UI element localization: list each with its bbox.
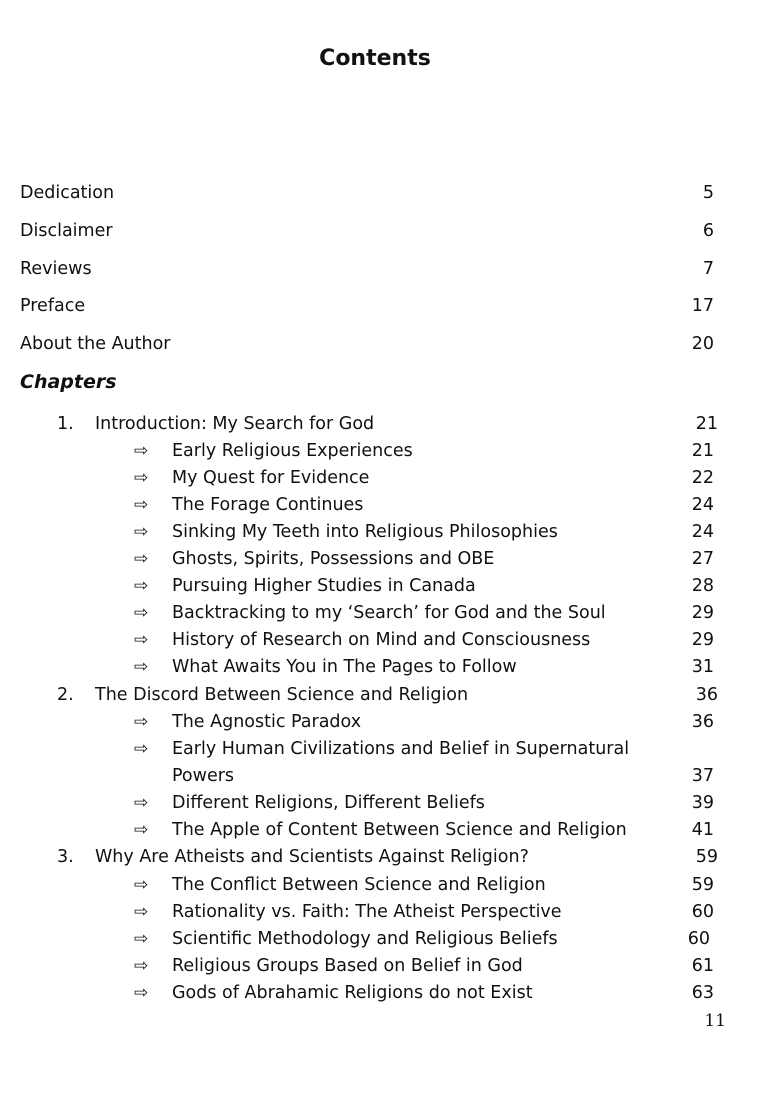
arrow-right-icon: ⇨ bbox=[134, 549, 149, 569]
entry-label: About the Author bbox=[20, 334, 171, 354]
section-title: The Apple of Content Between Science and Religion bbox=[172, 820, 627, 840]
section-title: Different Religions, Different Beliefs bbox=[172, 793, 485, 813]
arrow-right-icon: ⇨ bbox=[134, 956, 149, 976]
section-title: Early Religious Experiences bbox=[172, 441, 413, 461]
arrow-right-icon: ⇨ bbox=[134, 630, 149, 650]
arrow-right-icon: ⇨ bbox=[134, 793, 149, 813]
arrow-right-icon: ⇨ bbox=[134, 495, 149, 515]
section-title: My Quest for Evidence bbox=[172, 468, 370, 488]
chapter-title: The Discord Between Science and Religion bbox=[95, 685, 469, 705]
entry-page: 20 bbox=[691, 334, 714, 354]
arrow-right-icon: ⇨ bbox=[134, 820, 149, 840]
arrow-right-icon: ⇨ bbox=[134, 712, 149, 732]
section-page: 60 bbox=[687, 929, 710, 949]
section-page: 29 bbox=[691, 603, 714, 623]
entry-label: Reviews bbox=[20, 259, 92, 279]
entry-page: 6 bbox=[702, 221, 714, 241]
entry-page: 7 bbox=[702, 259, 714, 279]
section-page: 29 bbox=[691, 630, 714, 650]
section-page: 60 bbox=[691, 902, 714, 922]
section-page: 27 bbox=[691, 549, 714, 569]
entry-label: Preface bbox=[20, 296, 86, 316]
section-title: The Forage Continues bbox=[172, 495, 364, 515]
section-title: Early Human Civilizations and Belief in Supernatural bbox=[172, 739, 630, 759]
section-title: Scientific Methodology and Religious Beliefs bbox=[172, 929, 558, 949]
section-title: The Agnostic Paradox bbox=[172, 712, 362, 732]
chapter-number: 1. bbox=[57, 414, 74, 434]
chapter-page: 36 bbox=[695, 685, 718, 705]
section-title-continued: Powers bbox=[172, 766, 235, 786]
chapter-page: 21 bbox=[695, 414, 718, 434]
chapter-number: 2. bbox=[57, 685, 74, 705]
entry-label: Dedication bbox=[20, 183, 115, 203]
arrow-right-icon: ⇨ bbox=[134, 576, 149, 596]
section-page: 24 bbox=[691, 522, 714, 542]
arrow-right-icon: ⇨ bbox=[134, 522, 149, 542]
section-page: 31 bbox=[691, 657, 714, 677]
section-page: 59 bbox=[691, 875, 714, 895]
section-page: 63 bbox=[691, 983, 714, 1003]
section-title: The Conflict Between Science and Religion bbox=[172, 875, 546, 895]
arrow-right-icon: ⇨ bbox=[134, 929, 149, 949]
section-page: 37 bbox=[691, 766, 714, 786]
section-title: Rationality vs. Faith: The Atheist Perspective bbox=[172, 902, 562, 922]
section-page: 24 bbox=[691, 495, 714, 515]
section-page: 28 bbox=[691, 576, 714, 596]
section-title: Ghosts, Spirits, Possessions and OBE bbox=[172, 549, 495, 569]
section-page: 61 bbox=[691, 956, 714, 976]
section-title: Gods of Abrahamic Religions do not Exist bbox=[172, 983, 533, 1003]
entry-page: 5 bbox=[702, 183, 714, 203]
section-title: Sinking My Teeth into Religious Philosophies bbox=[172, 522, 558, 542]
page-title: Contents bbox=[319, 46, 431, 71]
section-page: 36 bbox=[691, 712, 714, 732]
section-page: 39 bbox=[691, 793, 714, 813]
section-title: History of Research on Mind and Consciousness bbox=[172, 630, 591, 650]
arrow-right-icon: ⇨ bbox=[134, 902, 149, 922]
arrow-right-icon: ⇨ bbox=[134, 441, 149, 461]
section-title: Pursuing Higher Studies in Canada bbox=[172, 576, 476, 596]
arrow-right-icon: ⇨ bbox=[134, 603, 149, 623]
entry-label: Disclaimer bbox=[20, 221, 113, 241]
section-page: 21 bbox=[691, 441, 714, 461]
chapter-page: 59 bbox=[695, 847, 718, 867]
section-title: Religious Groups Based on Belief in God bbox=[172, 956, 523, 976]
arrow-right-icon: ⇨ bbox=[134, 657, 149, 677]
chapter-title: Introduction: My Search for God bbox=[95, 414, 375, 434]
chapter-title: Why Are Atheists and Scientists Against Religion? bbox=[95, 847, 529, 867]
arrow-right-icon: ⇨ bbox=[134, 468, 149, 488]
chapters-heading: Chapters bbox=[20, 371, 117, 393]
page-number: 11 bbox=[704, 1011, 726, 1031]
arrow-right-icon: ⇨ bbox=[134, 983, 149, 1003]
arrow-right-icon: ⇨ bbox=[134, 739, 149, 759]
chapter-number: 3. bbox=[57, 847, 74, 867]
section-page: 41 bbox=[691, 820, 714, 840]
arrow-right-icon: ⇨ bbox=[134, 875, 149, 895]
entry-page: 17 bbox=[691, 296, 714, 316]
section-page: 22 bbox=[691, 468, 714, 488]
section-title: Backtracking to my ‘Search’ for God and the Soul bbox=[172, 603, 606, 623]
section-title: What Awaits You in The Pages to Follow bbox=[172, 657, 517, 677]
